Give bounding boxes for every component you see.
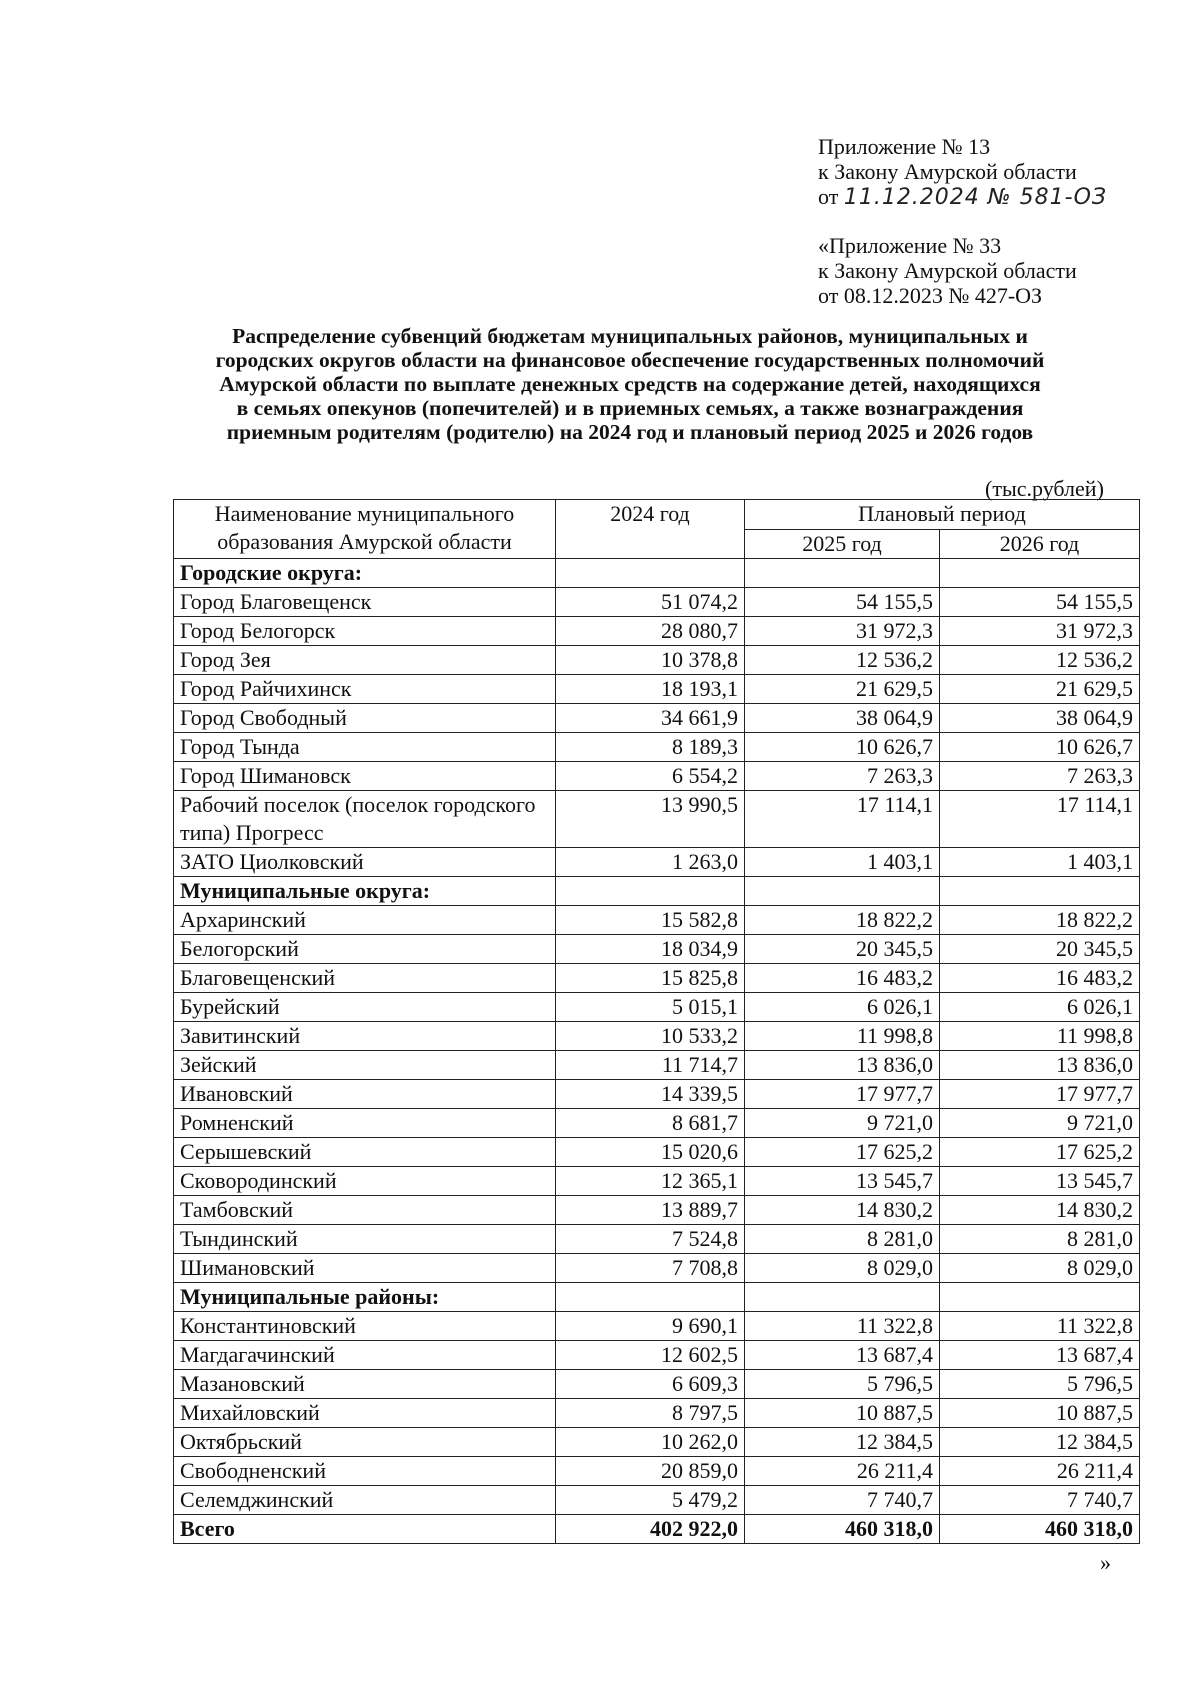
value-2025: 17 625,2 [745,1138,940,1167]
value-2024: 18 193,1 [556,675,745,704]
table-row [174,1167,1140,1196]
value-2026: 11 322,8 [940,1312,1140,1341]
value-2025: 460 318,0 [745,1515,940,1544]
section-heading: Городские округа: [174,559,556,588]
municipality-name: Всего [174,1515,556,1544]
value-2024: 8 681,7 [556,1109,745,1138]
value-2026: 7 263,3 [940,762,1140,791]
value-2024: 402 922,0 [556,1515,745,1544]
value-2025: 31 972,3 [745,617,940,646]
value-2024: 9 690,1 [556,1312,745,1341]
value-2026: 14 830,2 [940,1196,1140,1225]
appendix-old-law: к Закону Амурской области [818,258,1077,283]
section-row [174,877,1140,906]
header-name-line: Наименование муниципального [214,501,515,526]
value-2026: 13 687,4 [940,1341,1140,1370]
appendix-old-number: «Приложение № 33 [818,233,1002,258]
value-2026: 21 629,5 [940,675,1140,704]
value-2025: 1 403,1 [745,848,940,877]
value-2025: 8 029,0 [745,1254,940,1283]
header-2025: 2025 год [745,529,940,559]
value-2025: 54 155,5 [745,588,940,617]
value-2026: 17 114,1 [940,791,1140,848]
municipality-name: Завитинский [174,1022,556,1051]
value-2024: 10 533,2 [556,1022,745,1051]
value-2025: 13 545,7 [745,1167,940,1196]
value-2024: 11 714,7 [556,1051,745,1080]
empty-cell [556,877,745,906]
value-2025: 10 887,5 [745,1399,940,1428]
table-row [174,617,1140,646]
appendix-old-block [818,233,1178,308]
value-2024: 28 080,7 [556,617,745,646]
table-row [174,704,1140,733]
value-2025: 17 977,7 [745,1080,940,1109]
value-2025: 38 064,9 [745,704,940,733]
table-row [174,1341,1140,1370]
table-row [174,848,1140,877]
table-row [174,1051,1140,1080]
value-2025: 11 322,8 [745,1312,940,1341]
municipality-name: Селемджинский [174,1486,556,1515]
table-row [174,733,1140,762]
header-2024: 2024 год [556,500,745,559]
title-line: в семьях опекунов (попечителей) и в приемных семьях, а также вознаграждения [236,396,1024,420]
value-2024: 51 074,2 [556,588,745,617]
table-row [174,675,1140,704]
municipality-name: Зейский [174,1051,556,1080]
value-2026: 10 626,7 [940,733,1140,762]
title-line: приемным родителям (родителю) на 2024 год и плановый период 2025 и 2026 годов [226,420,1034,444]
section-row [174,1283,1140,1312]
empty-cell [940,877,1140,906]
value-2025: 11 998,8 [745,1022,940,1051]
value-2024: 14 339,5 [556,1080,745,1109]
municipality-name: Октябрьский [174,1428,556,1457]
table-row [174,1399,1140,1428]
value-2024: 13 990,5 [556,791,745,848]
municipality-name: Город Зея [174,646,556,675]
value-2024: 7 708,8 [556,1254,745,1283]
appendix-new-number: Приложение № 13 [818,134,991,159]
municipality-name: Город Благовещенск [174,588,556,617]
header-name-column [174,500,556,559]
table-row [174,762,1140,791]
value-2024: 7 524,8 [556,1225,745,1254]
municipality-name: Город Свободный [174,704,556,733]
municipality-name: Ромненский [174,1109,556,1138]
table-body [174,559,1140,1544]
municipality-name: Архаринский [174,906,556,935]
value-2026: 17 977,7 [940,1080,1140,1109]
value-2025: 17 114,1 [745,791,940,848]
title-line: Распределение субвенций бюджетам муниципальных районов, муниципальных и [232,324,1028,348]
header-2026: 2026 год [940,529,1140,559]
value-2026: 9 721,0 [940,1109,1140,1138]
value-2024: 15 825,8 [556,964,745,993]
value-2025: 10 626,7 [745,733,940,762]
value-2024: 6 554,2 [556,762,745,791]
municipality-name: Тындинский [174,1225,556,1254]
value-2026: 26 211,4 [940,1457,1140,1486]
value-2024: 5 015,1 [556,993,745,1022]
empty-cell [556,559,745,588]
empty-cell [940,559,1140,588]
value-2025: 9 721,0 [745,1109,940,1138]
appendix-new-block [818,134,1178,210]
table-row [174,1109,1140,1138]
value-2025: 26 211,4 [745,1457,940,1486]
value-2026: 8 029,0 [940,1254,1140,1283]
empty-cell [745,1283,940,1312]
table-row [174,791,1140,848]
handwritten-date-number: 11.12.2024 № 581-ОЗ [843,185,1108,210]
table-row [174,906,1140,935]
section-row [174,559,1140,588]
table-row [174,1022,1140,1051]
municipality-name: Серышевский [174,1138,556,1167]
value-2026: 1 403,1 [940,848,1140,877]
appendix-new-date-prefix: от [818,184,839,209]
value-2024: 10 378,8 [556,646,745,675]
value-2026: 17 625,2 [940,1138,1140,1167]
municipality-name: Свободненский [174,1457,556,1486]
value-2025: 16 483,2 [745,964,940,993]
table-row [174,1196,1140,1225]
municipality-name: Мазановский [174,1370,556,1399]
value-2025: 20 345,5 [745,935,940,964]
municipality-name: Тамбовский [174,1196,556,1225]
value-2026: 31 972,3 [940,617,1140,646]
title-line: городских округов области на финансовое обеспечение государственных полномочий [215,348,1045,372]
units-label: (тыс.рублей) [985,476,1104,501]
value-2026: 8 281,0 [940,1225,1140,1254]
total-row [174,1515,1140,1544]
value-2024: 20 859,0 [556,1457,745,1486]
value-2026: 11 998,8 [940,1022,1140,1051]
table-row [174,964,1140,993]
municipality-name: Город Шимановск [174,762,556,791]
closing-quote: » [1100,1550,1111,1575]
table-row [174,1428,1140,1457]
value-2026: 13 836,0 [940,1051,1140,1080]
value-2024: 13 889,7 [556,1196,745,1225]
value-2025: 21 629,5 [745,675,940,704]
value-2025: 12 384,5 [745,1428,940,1457]
municipality-name: ЗАТО Циолковский [174,848,556,877]
municipality-name: Благовещенский [174,964,556,993]
appendix-old-date: от 08.12.2023 № 427-ОЗ [818,283,1043,308]
appendix-new-date [818,184,1178,210]
value-2026: 54 155,5 [940,588,1140,617]
table-row [174,646,1140,675]
table-row [174,1312,1140,1341]
section-heading: Муниципальные округа: [174,877,556,906]
value-2024: 8 189,3 [556,733,745,762]
value-2026: 460 318,0 [940,1515,1140,1544]
value-2026: 12 384,5 [940,1428,1140,1457]
value-2026: 7 740,7 [940,1486,1140,1515]
value-2025: 7 740,7 [745,1486,940,1515]
municipality-name: Ивановский [174,1080,556,1109]
value-2026: 12 536,2 [940,646,1140,675]
value-2024: 18 034,9 [556,935,745,964]
table-row [174,993,1140,1022]
value-2026: 16 483,2 [940,964,1140,993]
value-2025: 6 026,1 [745,993,940,1022]
section-heading: Муниципальные районы: [174,1283,556,1312]
value-2025: 13 687,4 [745,1341,940,1370]
value-2024: 34 661,9 [556,704,745,733]
value-2026: 13 545,7 [940,1167,1140,1196]
title-line: Амурской области по выплате денежных средств на содержание детей, находящихся [219,372,1041,396]
value-2025: 18 822,2 [745,906,940,935]
value-2025: 13 836,0 [745,1051,940,1080]
empty-cell [745,877,940,906]
subventions-table [173,499,1140,1544]
value-2026: 5 796,5 [940,1370,1140,1399]
value-2026: 6 026,1 [940,993,1140,1022]
municipality-name: Сковородинский [174,1167,556,1196]
municipality-name: Город Райчихинск [174,675,556,704]
value-2026: 20 345,5 [940,935,1140,964]
value-2024: 12 602,5 [556,1341,745,1370]
municipality-name: Магдагачинский [174,1341,556,1370]
table-row [174,1457,1140,1486]
table-row [174,1138,1140,1167]
table-row [174,935,1140,964]
value-2026: 10 887,5 [940,1399,1140,1428]
value-2024: 10 262,0 [556,1428,745,1457]
document-title [130,324,1130,444]
value-2025: 8 281,0 [745,1225,940,1254]
municipality-name: Рабочий поселок (поселок городского типа) Прогресс [174,791,556,848]
value-2024: 15 020,6 [556,1138,745,1167]
value-2024: 6 609,3 [556,1370,745,1399]
empty-cell [940,1283,1140,1312]
table-row [174,588,1140,617]
value-2024: 8 797,5 [556,1399,745,1428]
value-2025: 7 263,3 [745,762,940,791]
header-name-line: образования Амурской области [217,529,512,554]
municipality-name: Бурейский [174,993,556,1022]
table-row [174,1370,1140,1399]
header-planned-period: Плановый период [745,500,1140,530]
table-row [174,1225,1140,1254]
table-row [174,1254,1140,1283]
value-2024: 12 365,1 [556,1167,745,1196]
municipality-name: Город Тында [174,733,556,762]
empty-cell [556,1283,745,1312]
table-row [174,1080,1140,1109]
empty-cell [745,559,940,588]
value-2026: 18 822,2 [940,906,1140,935]
table-row [174,1486,1140,1515]
value-2024: 1 263,0 [556,848,745,877]
value-2024: 5 479,2 [556,1486,745,1515]
value-2025: 14 830,2 [745,1196,940,1225]
value-2024: 15 582,8 [556,906,745,935]
table-header [174,500,1140,559]
municipality-name: Белогорский [174,935,556,964]
value-2025: 5 796,5 [745,1370,940,1399]
municipality-name: Город Белогорск [174,617,556,646]
value-2026: 38 064,9 [940,704,1140,733]
municipality-name: Михайловский [174,1399,556,1428]
municipality-name: Константиновский [174,1312,556,1341]
municipality-name: Шимановский [174,1254,556,1283]
appendix-new-law: к Закону Амурской области [818,159,1077,184]
value-2025: 12 536,2 [745,646,940,675]
